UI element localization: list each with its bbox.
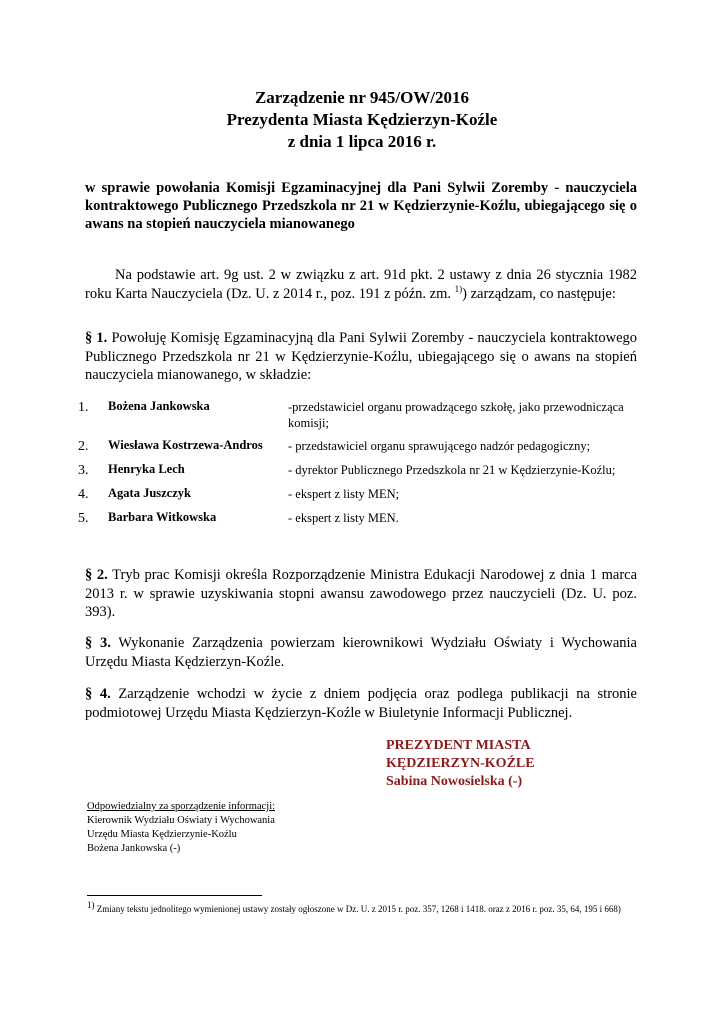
document-subject: w sprawie powołania Komisji Egzaminacyjnej dla Pani Sylwii Zoremby - nauczyciela kontraktowego Publicznego Przedszkola nr 21 w Kędzierzynie-Koźlu, ubiegającego się o awans na stopień nauczyciela mianowanego (85, 180, 637, 232)
section-2: § 2. Tryb prac Komisji określa Rozporządzenie Ministra Edukacji Narodowej z dnia 1 marca 2013 r. w sprawie uzyskiwania stopni awansu zawodowego przez nauczycieli (Dz. U. poz. 393). (85, 567, 638, 620)
list-item: 5. Barbara Witkowska - ekspert z listy MEN. (78, 510, 399, 526)
section-3: § 3. Wykonanie Zarządzenia powierzam kierownikowi Wydziału Oświaty i Wychowania Urzędu Miasta Kędzierzyn-Koźle. (85, 635, 637, 670)
list-item: 3. Henryka Lech - dyrektor Publicznego Przedszkola nr 21 w Kędzierzynie-Koźlu; (78, 462, 616, 478)
legal-basis: Na podstawie art. 9g ust. 2 w związku z art. 91d pkt. 2 ustawy z dnia 26 stycznia 1982 roku Karta Nauczyciela (Dz. U. z 2014 r., poz. 191 z późn. zm. $^{1)}$) zarządzam, co następuje: (85, 267, 637, 302)
section-1-label: § 1. (85, 330, 108, 346)
signature-block: PREZYDENT MIASTA KĘDZIERZYN-KOŹLE Sabina Nowosielska (-) (386, 738, 535, 789)
commission-members-list (78, 399, 643, 534)
issuer: Prezydenta Miasta Kędzierzyn-Koźle (226, 110, 498, 129)
list-item: 1. Bożena Jankowska -przedstawiciel organu prowadzącego szkołę, jako przewodnicząca komisji; (78, 399, 624, 430)
footnote-divider (87, 895, 262, 896)
issue-date: z dnia 1 lipca 2016 r. (287, 132, 437, 151)
footnote: 1) Zmiany tekstu jednolitego wymienionej ustawy zostały ogłoszone w Dz. U. z 2015 r. poz. 357, 1268 i 1418. oraz z 2016 r. poz. 35, 64, 195 i 668) (87, 900, 621, 914)
section-4: § 4. Zarządzenie wchodzi w życie z dniem podjęcia oraz podlega publikacji na stronie podmiotowej Urzędu Miasta Kędzierzyn-Koźle w Biuletynie Informacji Publicznej. (85, 686, 637, 721)
list-item: 4. Agata Juszczyk - ekspert z listy MEN; (78, 486, 400, 502)
section-1: § 1. Powołuję Komisję Egzaminacyjną dla Pani Sylwii Zoremby - nauczyciela kontraktowego Publicznego Przedszkola nr 21 w Kędzierzynie-Koźlu, ubiegającego się o awans na stopień nauczyciela mianowanego, w składzie: (85, 330, 638, 383)
section-4-label: § 4. (85, 686, 111, 702)
responsible-person-note: Odpowiedzialny za sporządzenie informacji: Kierownik Wydziału Oświaty i Wychowania Urzędu Miasta Kędzierzynie-Koźlu Bożena Jankowska (-) (87, 801, 276, 854)
document-header (0, 87, 724, 153)
footnote-reference: 1) (454, 283, 463, 294)
order-number: Zarządzenie nr 945/OW/2016 (254, 88, 470, 107)
section-2-label: § 2. (85, 567, 108, 583)
list-item: 2. Wiesława Kostrzewa-Andros - przedstawiciel organu sprawującego nadzór pedagogiczny; (78, 438, 591, 454)
section-3-label: § 3. (85, 635, 111, 651)
